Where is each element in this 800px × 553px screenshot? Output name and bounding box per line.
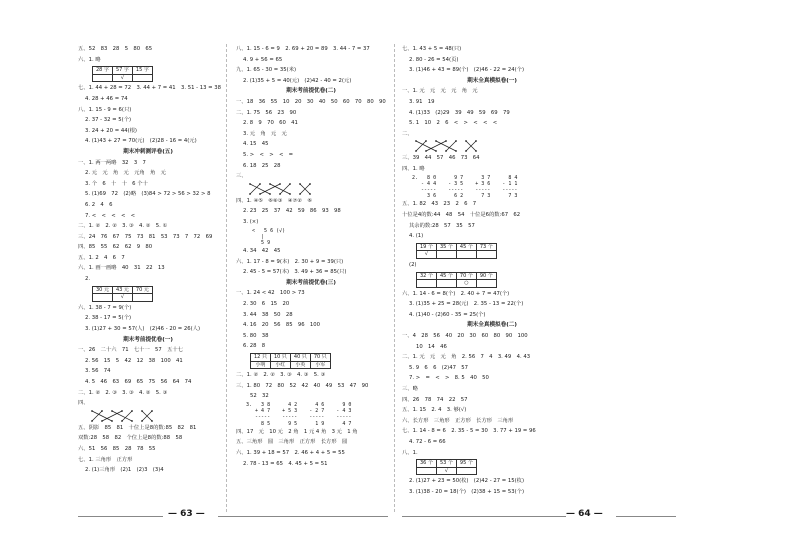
table-cell: 45 个 [436, 272, 456, 280]
answer-line: 二、1. 75 56 23 90 [236, 109, 297, 116]
section-heading: 期末考前提优卷(一) [123, 336, 173, 343]
table-cell: 70 个 [456, 272, 476, 280]
answer-line: 三、略 [402, 386, 418, 393]
table-cell: 32 个 [417, 272, 437, 280]
table-cell [132, 74, 152, 82]
answer-line: 六、51 56 85 28 78 55 [78, 445, 156, 452]
matching-dot [289, 183, 291, 185]
answer-line: 3. 元 角 元 元 [243, 130, 287, 137]
matching-line [250, 184, 270, 194]
table-cell: 10 只 [270, 354, 290, 362]
answer-table [92, 66, 153, 82]
answer-line: 3. (1)27 + 30 = 57(人) (2)46 - 20 = 26(人) [85, 326, 201, 333]
answer-table [92, 286, 153, 302]
footer-rule [402, 516, 566, 517]
table-cell: 57 字 [112, 67, 132, 75]
answer-line: 五、52 83 28 5 80 65 [78, 46, 153, 52]
answer-line: 四、1. 略 [402, 165, 425, 172]
table-cell: 43 元 [112, 286, 132, 294]
vertical-calculation: < 5 6 (√) | 5 9 [252, 227, 286, 246]
answer-line: 3. (1)35 + 25 = 28(元) 2. 35 - 13 = 22(个) [409, 301, 524, 308]
answer-line: 六、1. 14 - 6 = 8(个) 2. 40 + 7 = 47(个) [402, 290, 510, 297]
matching-line [426, 141, 446, 151]
answer-line: 四、17 元 10 元 2 角 1 元 4 角 3 元 1 角 [236, 428, 358, 435]
matching-line [446, 141, 456, 151]
answer-line: 六、1. 17 - 8 = 9(本) 2. 30 + 9 = 39(只) [236, 258, 344, 265]
matching-lines-diagram [246, 182, 316, 196]
matching-dot [259, 183, 261, 185]
matching-dot [465, 140, 467, 142]
answer-line: 3. 24 + 20 = 44(根) [85, 127, 137, 134]
answer-line: 双数:28 58 82 个位上是8的数:88 58 [78, 435, 183, 442]
answer-line: 6. 2 4 6 [85, 201, 113, 208]
matching-line [112, 411, 132, 421]
answer-line: 其余的数:28 57 35 57 [409, 222, 475, 229]
answer-line: 四、1. ④⑤ ⑥⑧③ ④⑦② ⑥ [236, 197, 312, 204]
answer-line: 6. 18 25 28 [243, 162, 281, 169]
answer-line: 七、1. 14 - 8 = 6 2. 35 - 5 = 30 3. 77 + 19 = 96 [402, 428, 536, 435]
footer-rule [616, 516, 676, 517]
matching-line [416, 141, 426, 151]
table-cell: 95 个 [456, 460, 476, 468]
matching-dot [435, 150, 437, 152]
matching-dot [101, 420, 103, 422]
answer-line: 4. 34 42 45 [243, 248, 281, 255]
matching-lines-diagram [412, 139, 482, 153]
answer-line: 5. 1 10 2 6 < > < < < [409, 120, 498, 127]
answer-line: 二、 [402, 130, 413, 137]
section-heading: 期末考前提优卷(三) [286, 279, 336, 286]
answer-line: 七、1. 44 + 28 = 72 3. 44 + 7 = 41 3. 51 - 13 = 38 [78, 85, 221, 92]
answer-line: 六、1. 画一画略 40 31 22 13 [78, 265, 165, 272]
answer-line: 2. [85, 276, 91, 283]
column-divider [226, 44, 227, 512]
table-cell: 70 只 [310, 354, 330, 362]
answer-line: 4. (1) [409, 233, 424, 240]
matching-line [250, 184, 260, 194]
table-cell: √ [417, 251, 437, 259]
answer-table [416, 272, 497, 288]
answer-line: 7. > = < > 8. 5 40 50 [409, 375, 489, 382]
column-divider [394, 44, 395, 512]
table-cell: 30 元 [93, 286, 113, 294]
answer-line: 3. 56 74 [85, 368, 111, 375]
matching-dot [121, 420, 123, 422]
answer-table [416, 459, 477, 475]
matching-line [92, 411, 112, 421]
table-cell: 73 个 [476, 243, 496, 251]
matching-dot [309, 183, 311, 185]
answer-line: 5. 9 6 6 (2)47 57 [409, 364, 469, 371]
table-cell: 小英 [290, 361, 310, 369]
matching-dot [289, 193, 291, 195]
table-cell: 45 个 [456, 243, 476, 251]
footer-rule [78, 516, 163, 517]
matching-dot [435, 140, 437, 142]
answer-line: 六、1. 略 [78, 56, 101, 63]
matching-line [416, 141, 436, 151]
answer-line: 六、1. 38 - 7 = 9(个) [78, 304, 132, 311]
answer-line: 3. (1)38 - 20 = 18(个) (2)38 + 15 = 53(个) [409, 488, 525, 495]
answer-line: 三、24 76 67 75 73 81 53 73 7 72 69 [78, 233, 213, 240]
answer-line: 4. 72 - 6 = 66 [409, 439, 446, 445]
vertical-calculation: 3. 3 8 4 2 4 6 9 0 + 4 7 + 5 3 - 2 7 - 4 3 ----- ----- ----- ----- 8 5 9 5 1 9 4 7 [246, 402, 352, 427]
matching-dot [151, 420, 153, 422]
answer-line: 2. 80 - 26 = 54(页) [409, 56, 459, 63]
matching-dot [475, 140, 477, 142]
matching-line [102, 411, 122, 421]
table-cell: 19 个 [417, 243, 437, 251]
table-cell: 15 字 [132, 67, 152, 75]
answer-line: 一、1. 元 元 元 元 角 元 [402, 88, 478, 95]
answer-line: 五、1. 2 4 6 7 [78, 254, 125, 261]
section-heading: 期末全真模拟卷(一) [467, 77, 517, 84]
answer-line: 4. 15 45 [243, 141, 269, 148]
answer-line: 10 14 46 [416, 343, 447, 350]
matching-dot [141, 420, 143, 422]
table-cell: √ [112, 294, 132, 302]
column-right [402, 44, 582, 498]
table-cell: 40 只 [290, 354, 310, 362]
answer-line: (2) [409, 261, 417, 268]
matching-dot [475, 150, 477, 152]
table-cell [417, 280, 437, 288]
answer-line: 一、26 二十六 71 七十一 57 五十七 [78, 347, 183, 354]
table-cell: 12 只 [251, 354, 271, 362]
answer-line: 4. 9 + 56 = 65 [243, 56, 283, 63]
answer-line: 2. 37 - 32 = 5(个) [85, 117, 132, 124]
answer-line: 二、1. ② 2. ③ 3. ③ 4. ② 5. ③ [78, 389, 168, 396]
table-cell: ○ [456, 280, 476, 288]
matching-line [270, 184, 290, 194]
vertical-calculation: 2. 8 0 9 7 3 7 8 4 - 4 4 - 3 5 + 3 6 - 1 1 ----- ----- ----- ----- 3 6 6 2 7 3 7 3 [412, 174, 518, 200]
page-number-right: — 64 — [566, 509, 603, 519]
table-cell: 小军 [310, 361, 330, 369]
answer-line: 7. < < < < < [85, 212, 136, 219]
matching-lines-diagram [88, 409, 158, 423]
answer-line: 2. (1)27 + 23 = 50(枚) (2)42 - 27 = 15(枚) [409, 478, 525, 485]
matching-dot [455, 150, 457, 152]
answer-line: 2. 23 25 37 42 59 86 93 98 [243, 208, 341, 215]
matching-line [92, 411, 102, 421]
answer-line: 五、三角形 圆 三角形 正方形 长方形 圆 [236, 439, 348, 446]
matching-dot [131, 410, 133, 412]
answer-line: 五、1. 82 43 23 2 6 7 [402, 201, 477, 208]
matching-dot [141, 410, 143, 412]
answer-line: 二、1. ② 2. ② 3. ③ 4. ② 5. ① [78, 223, 168, 230]
matching-line [436, 141, 456, 151]
table-cell: 36 个 [417, 460, 437, 468]
table-cell: 35 个 [436, 243, 456, 251]
answer-line: 5. (1)69 72 (2)略 (3)84 > 72 > 56 > 32 > 8 [85, 191, 211, 198]
answer-line: 八、1. 15 - 6 = 9 2. 69 + 20 = 89 3. 44 - 7 = 37 [236, 46, 370, 52]
table-cell [476, 251, 496, 259]
matching-dot [309, 193, 311, 195]
matching-dot [151, 410, 153, 412]
table-cell: 70 元 [132, 286, 152, 294]
answer-line: 3. 个 6 十 十 6 个十 [85, 180, 148, 187]
matching-dot [121, 410, 123, 412]
answer-line: 五、1. 15 2. 4 3. 够(√) [402, 407, 467, 414]
answer-line: 4. (1)33 (2)29 39 49 59 69 79 [409, 109, 510, 116]
answer-line: 四、85 55 62 62 9 80 [78, 244, 153, 251]
matching-dot [455, 140, 457, 142]
matching-dot [131, 420, 133, 422]
matching-dot [111, 420, 113, 422]
answer-table [416, 243, 497, 259]
matching-dot [465, 150, 467, 152]
answer-line: 5. > < > < = [243, 151, 294, 158]
table-cell [436, 251, 456, 259]
answer-line: 4. (1)40 - (2)60 - 35 = 25(个) [409, 311, 486, 318]
answer-line: 2. 78 - 13 = 65 4. 45 + 5 = 51 [243, 460, 328, 467]
matching-dot [279, 183, 281, 185]
answer-line: 九、1. 65 - 30 = 35(米) [236, 67, 297, 74]
column-middle [236, 44, 386, 469]
table-cell: √ [112, 74, 132, 82]
answer-line: 三、 [236, 173, 247, 180]
answer-line: 六、长方形 三角形 正方形 长方形 三角形 [402, 417, 514, 424]
matching-dot [425, 150, 427, 152]
matching-dot [259, 193, 261, 195]
footer-rule [218, 516, 388, 517]
section-heading: 期末冲刺测评卷(五) [123, 148, 173, 155]
table-cell: 小红 [270, 361, 290, 369]
table-cell: √ [436, 467, 456, 475]
answer-line: 3. (×) [243, 218, 259, 225]
answer-line: 七、1. 43 + 5 = 48(只) [402, 46, 462, 52]
matching-dot [425, 140, 427, 142]
matching-line [260, 184, 280, 194]
page-number-left: — 63 — [168, 509, 205, 519]
matching-dot [269, 193, 271, 195]
answer-line: 二、1. 元 元 元 角 2. 56 7 4 3. 49 4. 43 [402, 354, 531, 361]
answer-line: 2. 38 - 17 = 5(个) [85, 315, 132, 322]
section-heading: 期末全真模拟卷(二) [467, 322, 517, 329]
answer-line: 一、4 28 56 40 20 30 60 80 90 100 [402, 333, 528, 340]
answer-line: 八、1. 15 - 9 = 6(只) [78, 106, 132, 113]
answer-line: 四、 [78, 400, 89, 407]
table-cell [93, 74, 113, 82]
answer-line: 十位是4的数:44 48 54 十位是6的数:67 62 [402, 211, 521, 218]
table-cell: 小明 [251, 361, 271, 369]
matching-dot [91, 420, 93, 422]
matching-dot [445, 150, 447, 152]
matching-dot [415, 140, 417, 142]
matching-line [122, 411, 132, 421]
matching-dot [269, 183, 271, 185]
answer-line: 52 32 [250, 393, 269, 400]
matching-dot [111, 410, 113, 412]
answer-line: 二、1. ② 2. ② 3. ③ 4. ③ 5. ③ [236, 372, 326, 379]
answer-line: 2. 56 15 5 42 12 38 100 41 [85, 357, 183, 364]
answer-table [250, 353, 331, 369]
matching-dot [299, 183, 301, 185]
answer-line: 2. 8 9 70 60 41 [243, 120, 298, 127]
answer-line: 4. 5 46 63 69 65 75 56 64 74 [85, 379, 192, 385]
answer-line: 一、1. 两一两略 32 3 7 [78, 159, 146, 166]
answer-line: 一、18 36 55 10 20 30 40 50 60 70 80 90 [236, 98, 386, 105]
answer-line: 七、1. 三角形 正方形 [78, 456, 133, 463]
matching-dot [299, 193, 301, 195]
answer-line: 4. 28 + 46 = 74 [85, 95, 128, 102]
table-cell: 28 字 [93, 67, 113, 75]
section-heading: 期末考前提优卷(二) [286, 88, 336, 95]
answer-line: 八、1. [402, 449, 418, 456]
table-cell: 53 个 [436, 460, 456, 468]
answer-line: 2. 元 元 角 元 元角 角 元 [85, 170, 166, 177]
answer-line: 5. 80 38 [243, 332, 269, 339]
matching-dot [445, 140, 447, 142]
answer-line: 6. 28 8 [243, 343, 266, 350]
matching-dot [101, 410, 103, 412]
table-cell [456, 467, 476, 475]
matching-dot [91, 410, 93, 412]
answer-line: 四、26 78 74 22 57 [402, 396, 468, 403]
answer-line: 2. 45 - 5 = 57(本) 3. 49 + 36 = 85(只) [243, 269, 347, 276]
answer-line: 3. 91 19 [409, 98, 435, 105]
answer-line: 三、1. 80 72 80 52 42 40 49 53 47 90 [236, 382, 369, 389]
answer-line: 4. 16 20 56 85 96 100 [243, 322, 321, 329]
table-cell [417, 467, 437, 475]
table-cell: 90 个 [476, 272, 496, 280]
answer-line: 2. (1)35 + 5 = 40(元) (2)42 - 40 = 2(元) [243, 77, 352, 84]
answer-line: 2. 30 6 15 20 [243, 301, 290, 308]
answer-line: 3. (1)46 + 43 = 89(个) (2)46 - 22 = 24(个) [409, 67, 525, 74]
answer-line: 2. (1)三角形 (2)1 (2)3 (3)4 [85, 467, 164, 474]
matching-dot [249, 183, 251, 185]
table-cell [93, 294, 113, 302]
matching-dot [279, 193, 281, 195]
answer-line: 六、1. 39 + 18 = 57 2. 46 + 4 + 5 = 55 [236, 450, 345, 457]
column-left [78, 44, 221, 476]
table-cell [436, 280, 456, 288]
answer-line: 3. 44 38 50 28 [243, 311, 293, 318]
answer-line: 一、1. 24 < 42 100 > 73 [236, 290, 305, 297]
matching-dot [249, 193, 251, 195]
answer-line: 4. (1)43 + 27 = 70(元) (2)28 - 16 = 4(元) [85, 138, 197, 145]
answer-line: 三、39 44 57 46 73 64 [402, 155, 480, 162]
table-cell [132, 294, 152, 302]
matching-dot [415, 150, 417, 152]
table-cell [476, 280, 496, 288]
matching-line [280, 184, 290, 194]
table-cell [456, 251, 476, 259]
answer-line: 五、阴影 85 81 十位上是8的数:85 82 81 [78, 424, 197, 431]
